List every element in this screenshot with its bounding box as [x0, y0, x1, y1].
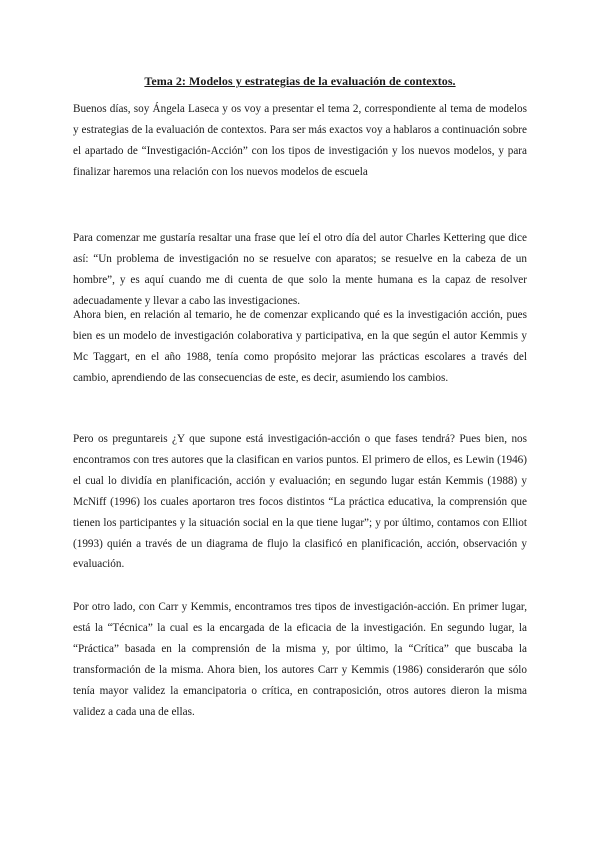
paragraph-quote: Para comenzar me gustaría resaltar una frase que leí el otro día del autor Charles Kettering que dice así: “Un problema de investigación no se resuelve con aparatos; se resuelve en la cabeza de un hombre”, y es aquí cuando me di cuenta de que solo la mente humana es la capaz de resolver adecuadamente y llevar a cabo las investigaciones.	[73, 232, 527, 307]
paragraph-definition: Ahora bien, en relación al temario, he de comenzar explicando qué es la investigación acción, pues bien es un modelo de investigación colaborativa y participativa, en la que según el autor Kemmis y Mc Taggart, en el año 1988, tenía como propósito mejorar las prácticas escolares a través del cambio, aprendiendo de las consecuencias de este, es decir, asumiendo los cambios.	[73, 309, 527, 384]
document-title: Tema 2: Modelos y estrategias de la evaluación de contextos.	[144, 74, 456, 88]
paragraph-phases: Pero os preguntareis ¿Y que supone está investigación-acción o que fases tendrá? Pues bien, nos encontramos con tres autores que la clasifican en varios puntos. El primero de ellos, es Lewin (1946) el cual lo dividía en planificación, acción y evaluación; en segundo lugar están Kemmis (1988) y McNiff (1996) los cuales aportaron tres focos distintos “La práctica educativa, la comprensión que tienen los participantes y la situación social en la que tiene lugar”; y por último, contamos con Elliot (1993) quién a través de un diagrama de flujo la clasificó en planificación, acción, observación y evaluación.	[73, 433, 527, 571]
paragraph-types: Por otro lado, con Carr y Kemmis, encontramos tres tipos de investigación-acción. En primer lugar, está la “Técnica” la cual es la encargada de la eficacia de la investigación. En segundo lugar, la “Práctica” basada en la comprensión de la misma y, por último, la “Crítica” que buscaba la transformación de la misma. Ahora bien, los autores Carr y Kemmis (1986) considerarón que sólo tenía mayor validez la emancipatoria o crítica, en contraposición, otros autores dieron la misma validez a cada una de ellas.	[73, 601, 527, 718]
paragraph-introduction: Buenos días, soy Ángela Laseca y os voy a presentar el tema 2, correspondiente al tema de modelos y estrategias de la evaluación de contextos. Para ser más exactos voy a hablaros a continuación sobre el apartado de “Investigación-Acción” con los tipos de investigación y los nuevos modelos, y para finalizar haremos una relación con los nuevos modelos de escuela	[73, 103, 527, 178]
